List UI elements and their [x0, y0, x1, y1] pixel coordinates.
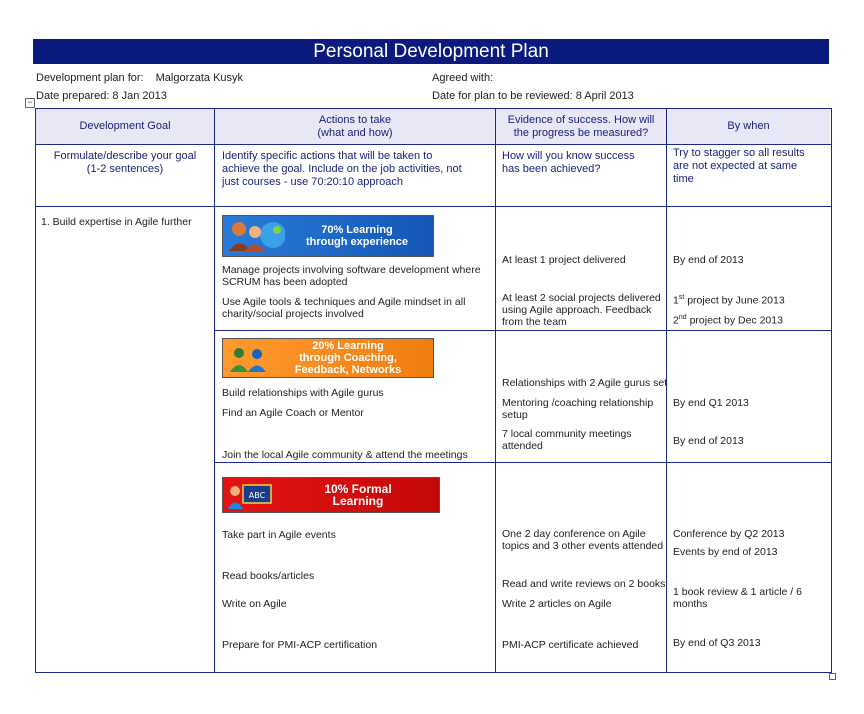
header-development-goal[interactable]: Development Goal: [79, 120, 171, 132]
header-by-when[interactable]: By when: [727, 120, 770, 132]
evidence-certificate[interactable]: PMI-ACP certificate achieved: [502, 639, 639, 651]
row-divider: [214, 330, 831, 331]
action-pmi-acp[interactable]: Prepare for PMI-ACP certification: [222, 639, 378, 651]
row-divider: [35, 144, 831, 145]
banner-coaching-line3: Feedback, Networks: [294, 364, 402, 376]
svg-text:ABC: ABC: [248, 491, 266, 500]
banner-coaching: [222, 338, 434, 378]
table-move-handle[interactable]: ⇔: [26, 99, 34, 106]
evidence-community-meetings[interactable]: 7 local community meetings attended: [502, 428, 632, 452]
by-when-events[interactable]: Events by end of 2013: [673, 546, 778, 558]
people-talking-icon: [227, 220, 285, 252]
banner-experience: [222, 215, 434, 257]
subheader-actions[interactable]: Identify specific actions that will be taken to achieve the goal. Include on the job activities, not just courses - use 70:20:10 approach: [222, 150, 462, 188]
column-divider: [214, 108, 215, 673]
by-when-q1-2013[interactable]: By end Q1 2013: [673, 397, 749, 409]
row-divider: [214, 462, 831, 463]
by-when-end-2013-b[interactable]: By end of 2013: [673, 435, 744, 447]
column-divider: [666, 108, 667, 673]
review-date[interactable]: Date for plan to be reviewed: 8 April 2013: [432, 90, 634, 102]
banner-formal-line1: 10% Formal: [324, 482, 392, 496]
evidence-project-delivered[interactable]: At least 1 project delivered: [502, 254, 626, 266]
goal-text[interactable]: 1. Build expertise in Agile further: [41, 216, 192, 228]
plan-for-value[interactable]: Malgorzata Kusyk: [155, 72, 244, 84]
action-join-community[interactable]: Join the local Agile community & attend the meetings: [222, 449, 468, 461]
agreed-with-label[interactable]: Agreed with:: [432, 72, 494, 84]
subheader-by-when[interactable]: Try to stagger so all results are not expected at same time: [673, 147, 805, 185]
action-manage-projects[interactable]: Manage projects involving software development where SCRUM has been adopted: [222, 264, 481, 288]
action-read-books[interactable]: Read books/articles: [222, 570, 315, 582]
teacher-abc-icon: [227, 482, 275, 510]
by-when-end-2013[interactable]: By end of 2013: [673, 254, 744, 266]
by-when-second-project[interactable]: 2nd project by Dec 2013: [673, 314, 783, 327]
banner-formal-line2: Learning: [332, 494, 384, 508]
action-build-relationships[interactable]: Build relationships with Agile gurus: [222, 387, 384, 399]
evidence-social-projects[interactable]: At least 2 social projects delivered using Agile approach. Feedback from the team: [502, 292, 661, 328]
subheader-evidence[interactable]: How will you know success has been achieved?: [502, 150, 635, 175]
by-when-conference[interactable]: Conference by Q2 2013: [673, 528, 785, 540]
column-divider: [495, 108, 496, 673]
evidence-book-reviews[interactable]: Read and write reviews on 2 books: [502, 578, 666, 590]
evidence-articles[interactable]: Write 2 articles on Agile: [502, 598, 612, 610]
header-actions[interactable]: Actions to take (what and how): [317, 113, 393, 139]
evidence-conference[interactable]: One 2 day conference on Agile topics and 3 other events attended: [502, 528, 664, 552]
action-use-agile-tools[interactable]: Use Agile tools & techniques and Agile mindset in all charity/social projects involved: [222, 296, 466, 320]
action-agile-events[interactable]: Take part in Agile events: [222, 529, 336, 541]
evidence-mentoring[interactable]: Mentoring /coaching relationship setup: [502, 397, 654, 421]
evidence-relationships[interactable]: Relationships with 2 Agile gurus set: [502, 377, 668, 389]
banner-coaching-line2: through Coaching,: [299, 352, 397, 364]
banner-experience-line1: 70% Learning: [321, 224, 393, 236]
subheader-goal[interactable]: Formulate/describe your goal (1-2 sentences): [53, 150, 197, 175]
page-title: Personal Development Plan: [33, 39, 829, 64]
action-write-agile[interactable]: Write on Agile: [222, 598, 287, 610]
plan-for-row: [36, 72, 243, 84]
banner-coaching-line1: 20% Learning: [312, 340, 384, 352]
action-find-coach[interactable]: Find an Agile Coach or Mentor: [222, 407, 364, 419]
header-evidence[interactable]: Evidence of success. How will the progress be measured?: [507, 113, 655, 139]
by-when-q3-2013[interactable]: By end of Q3 2013: [673, 637, 761, 649]
by-when-first-project[interactable]: 1st project by June 2013: [673, 294, 785, 307]
row-divider: [35, 206, 831, 207]
banner-formal: [222, 477, 440, 513]
people-network-icon: [227, 343, 269, 373]
by-when-book-review[interactable]: 1 book review & 1 article / 6 months: [673, 586, 802, 610]
table-resize-handle[interactable]: [829, 673, 836, 680]
banner-experience-line2: through experience: [305, 236, 409, 248]
plan-for-label: Development plan for:: [36, 72, 144, 84]
date-prepared[interactable]: Date prepared: 8 Jan 2013: [36, 90, 167, 102]
